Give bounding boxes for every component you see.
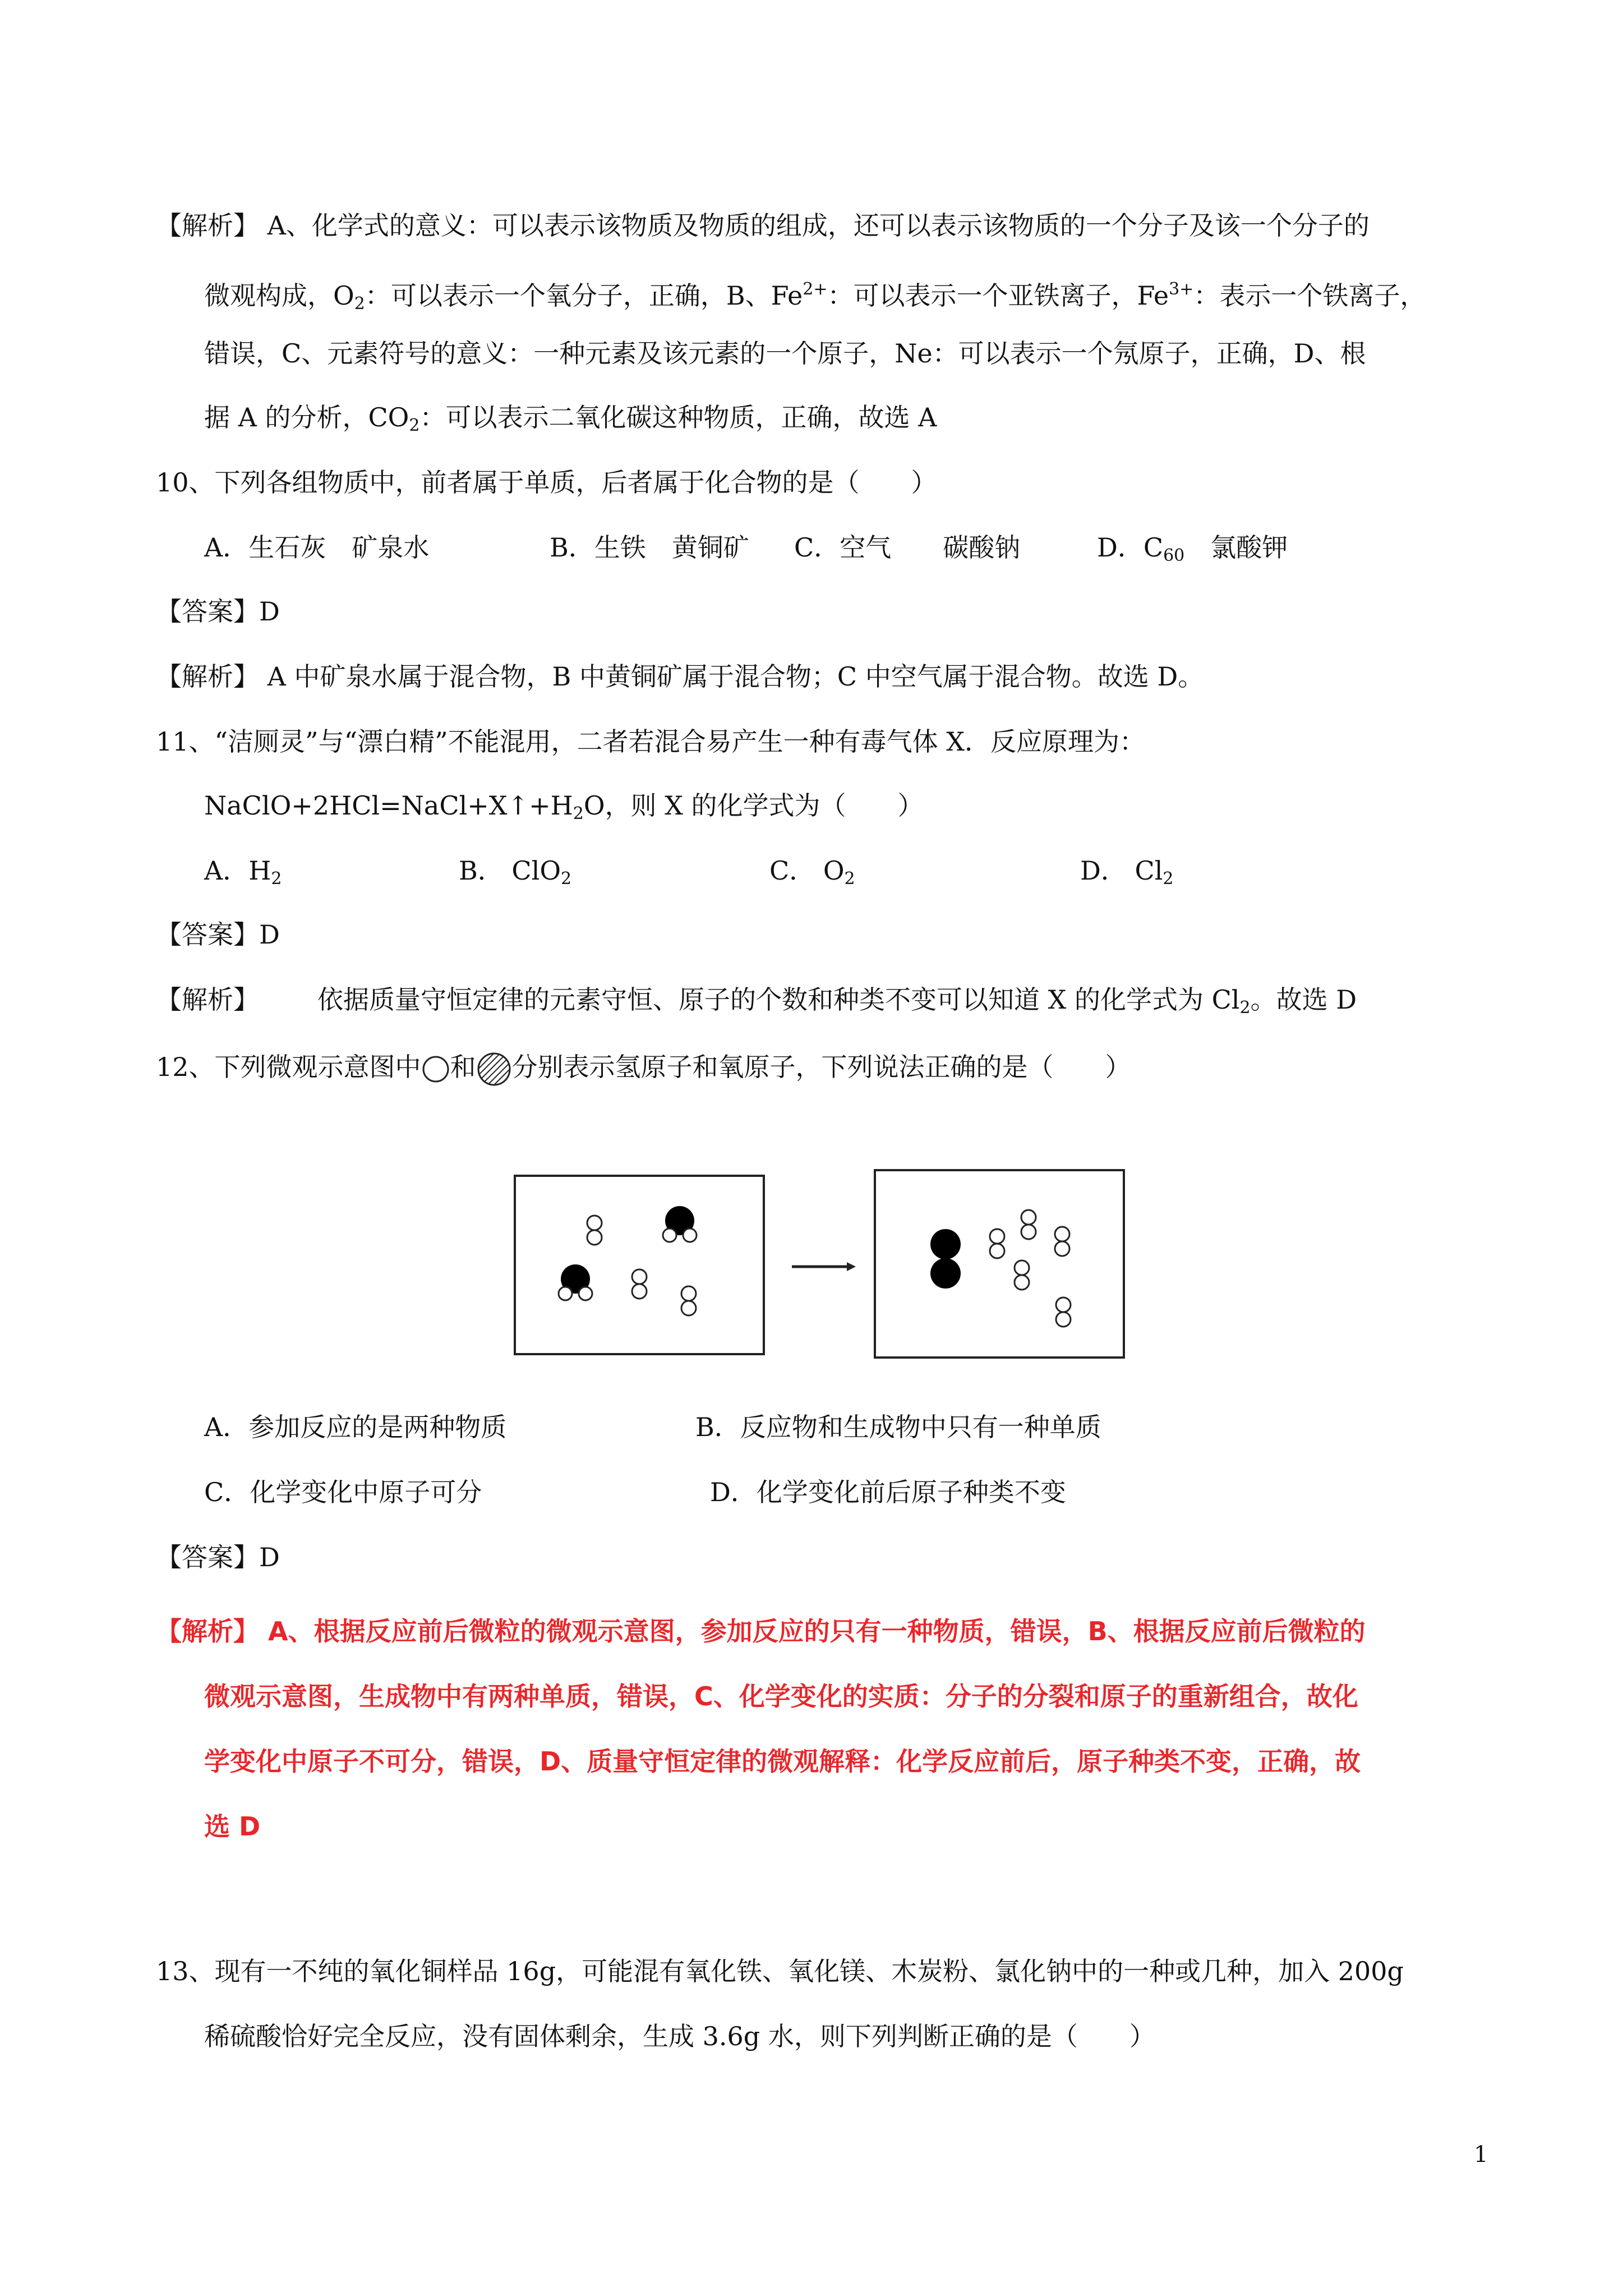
oxygen-atom-icon bbox=[476, 1051, 512, 1087]
products-box bbox=[875, 1170, 1124, 1358]
subscript: 2 bbox=[354, 294, 365, 314]
reaction-diagram bbox=[505, 1161, 1133, 1363]
analysis-tag: 【解析】 bbox=[156, 210, 259, 241]
text: O，则 X 的化学式为（ ） bbox=[583, 790, 924, 821]
q10-option-b: B．生铁 黄铜矿 bbox=[550, 532, 749, 563]
q10-option-a: A．生石灰 矿泉水 bbox=[204, 532, 430, 563]
q12-option-b: B．反应物和生成物中只有一种单质 bbox=[695, 1412, 1101, 1442]
text: D． Cl bbox=[1080, 855, 1163, 886]
text: D．C bbox=[1097, 532, 1164, 563]
q11-analysis bbox=[156, 983, 1357, 1025]
q9-analysis-line3: 错误，C、元素符号的意义：一种元素及该元素的一个原子，Ne：可以表示一个氖原子，正确，D、根 bbox=[204, 338, 1366, 369]
q11-stem: 11、“洁厕灵”与“漂白精”不能混用，二者若混合易产生一种有毒气体 X．反应原理为： bbox=[156, 726, 1145, 757]
text: A、化学式的意义：可以表示该物质及物质的组成，还可以表示该物质的一个分子及该一个分子的 bbox=[259, 210, 1370, 241]
q12-answer: 【答案】D bbox=[156, 1542, 280, 1572]
q9-analysis-line4 bbox=[204, 401, 937, 443]
q12-option-a: A．参加反应的是两种物质 bbox=[204, 1412, 507, 1442]
q12-analysis-line1: 【解析】 A、根据反应前后微粒的微观示意图，参加反应的只有一种物质，错误，B、根据反应前后微粒的 bbox=[156, 1616, 1366, 1646]
q11-equation bbox=[204, 789, 924, 831]
q13-stem-line2: 稀硫酸恰好完全反应，没有固体剩余，生成 3.6g 水，则下列判断正确的是（ ） bbox=[204, 2021, 1155, 2051]
q9-analysis-line1 bbox=[156, 209, 1370, 242]
hydrogen-atom-icon bbox=[421, 1055, 450, 1084]
text: A．H bbox=[204, 855, 271, 886]
subscript: 2 bbox=[409, 416, 420, 435]
text: 依据质量守恒定律的元素守恒、原子的个数和种类不变可以知道 X 的化学式为 Cl bbox=[317, 984, 1240, 1015]
q10-analysis: 【解析】 A 中矿泉水属于混合物，B 中黄铜矿属于混合物；C 中空气属于混合物。故选 D。 bbox=[156, 661, 1204, 692]
analysis-tag: 【解析】 bbox=[156, 984, 259, 1015]
reaction-arrow bbox=[792, 1262, 856, 1271]
q12-analysis-line2: 微观示意图，生成物中有两种单质，错误，C、化学变化的实质：分子的分裂和原子的重新组合，故化 bbox=[204, 1681, 1358, 1711]
subscript: 2 bbox=[573, 804, 584, 823]
q10-option-c: C．空气 碳酸钠 bbox=[794, 532, 1021, 563]
q12-stem bbox=[156, 1050, 1131, 1087]
q12-analysis-line4: 选 D bbox=[204, 1811, 261, 1842]
text: 。故选 D bbox=[1250, 984, 1357, 1015]
q10-answer: 【答案】D bbox=[156, 596, 280, 627]
subscript: 2 bbox=[1239, 998, 1251, 1018]
text: 12、下列微观示意图中 bbox=[156, 1052, 421, 1082]
text: 据 A 的分析，CO bbox=[204, 402, 409, 432]
q10-option-d bbox=[1097, 531, 1288, 573]
superscript: 3+ bbox=[1169, 279, 1194, 299]
text: NaClO+2HCl=NaCl+X↑+H bbox=[204, 790, 573, 821]
page-number: 1 bbox=[1474, 2142, 1488, 2168]
text: 氯酸钾 bbox=[1184, 532, 1288, 563]
q9-analysis-line2 bbox=[204, 273, 1426, 321]
subscript: 60 bbox=[1163, 546, 1185, 565]
q11-answer: 【答案】D bbox=[156, 919, 280, 950]
text: 和 bbox=[450, 1052, 476, 1082]
q12-option-d: D．化学变化前后原子种类不变 bbox=[710, 1477, 1066, 1507]
text: ：可以表示一个氧分子，正确，B、Fe bbox=[365, 280, 803, 311]
text: ：表示一个铁离子， bbox=[1193, 280, 1426, 311]
q13-stem-line1: 13、现有一不纯的氧化铜样品 16g，可能混有氧化铁、氧化镁、木炭粉、氯化钠中的一种或几种，加入 200g bbox=[156, 1956, 1404, 1986]
q11-option-a bbox=[204, 854, 282, 896]
text: ：可以表示一个亚铁离子，Fe bbox=[827, 280, 1169, 311]
text: 微观构成，O bbox=[204, 280, 354, 311]
subscript: 2 bbox=[271, 869, 282, 889]
subscript: 2 bbox=[1163, 869, 1174, 889]
q12-option-c: C．化学变化中原子可分 bbox=[204, 1477, 482, 1507]
q11-option-b bbox=[459, 854, 571, 896]
q10-stem: 10、下列各组物质中，前者属于单质，后者属于化合物的是（ ） bbox=[156, 467, 937, 498]
q12-analysis-line3: 学变化中原子不可分，错误，D、质量守恒定律的微观解释：化学反应前后，原子种类不变，正确，故 bbox=[204, 1746, 1361, 1777]
superscript: 2+ bbox=[803, 279, 828, 299]
subscript: 2 bbox=[561, 869, 572, 889]
text: 分别表示氢原子和氧原子，下列说法正确的是（ ） bbox=[511, 1052, 1131, 1082]
reactants-box bbox=[515, 1176, 764, 1354]
text: ：可以表示二氧化碳这种物质，正确，故选 A bbox=[419, 402, 937, 432]
q11-option-d bbox=[1080, 854, 1174, 896]
subscript: 2 bbox=[844, 869, 855, 889]
text: B． ClO bbox=[459, 855, 561, 886]
text: C． O bbox=[769, 855, 845, 886]
q11-option-c bbox=[769, 854, 855, 896]
